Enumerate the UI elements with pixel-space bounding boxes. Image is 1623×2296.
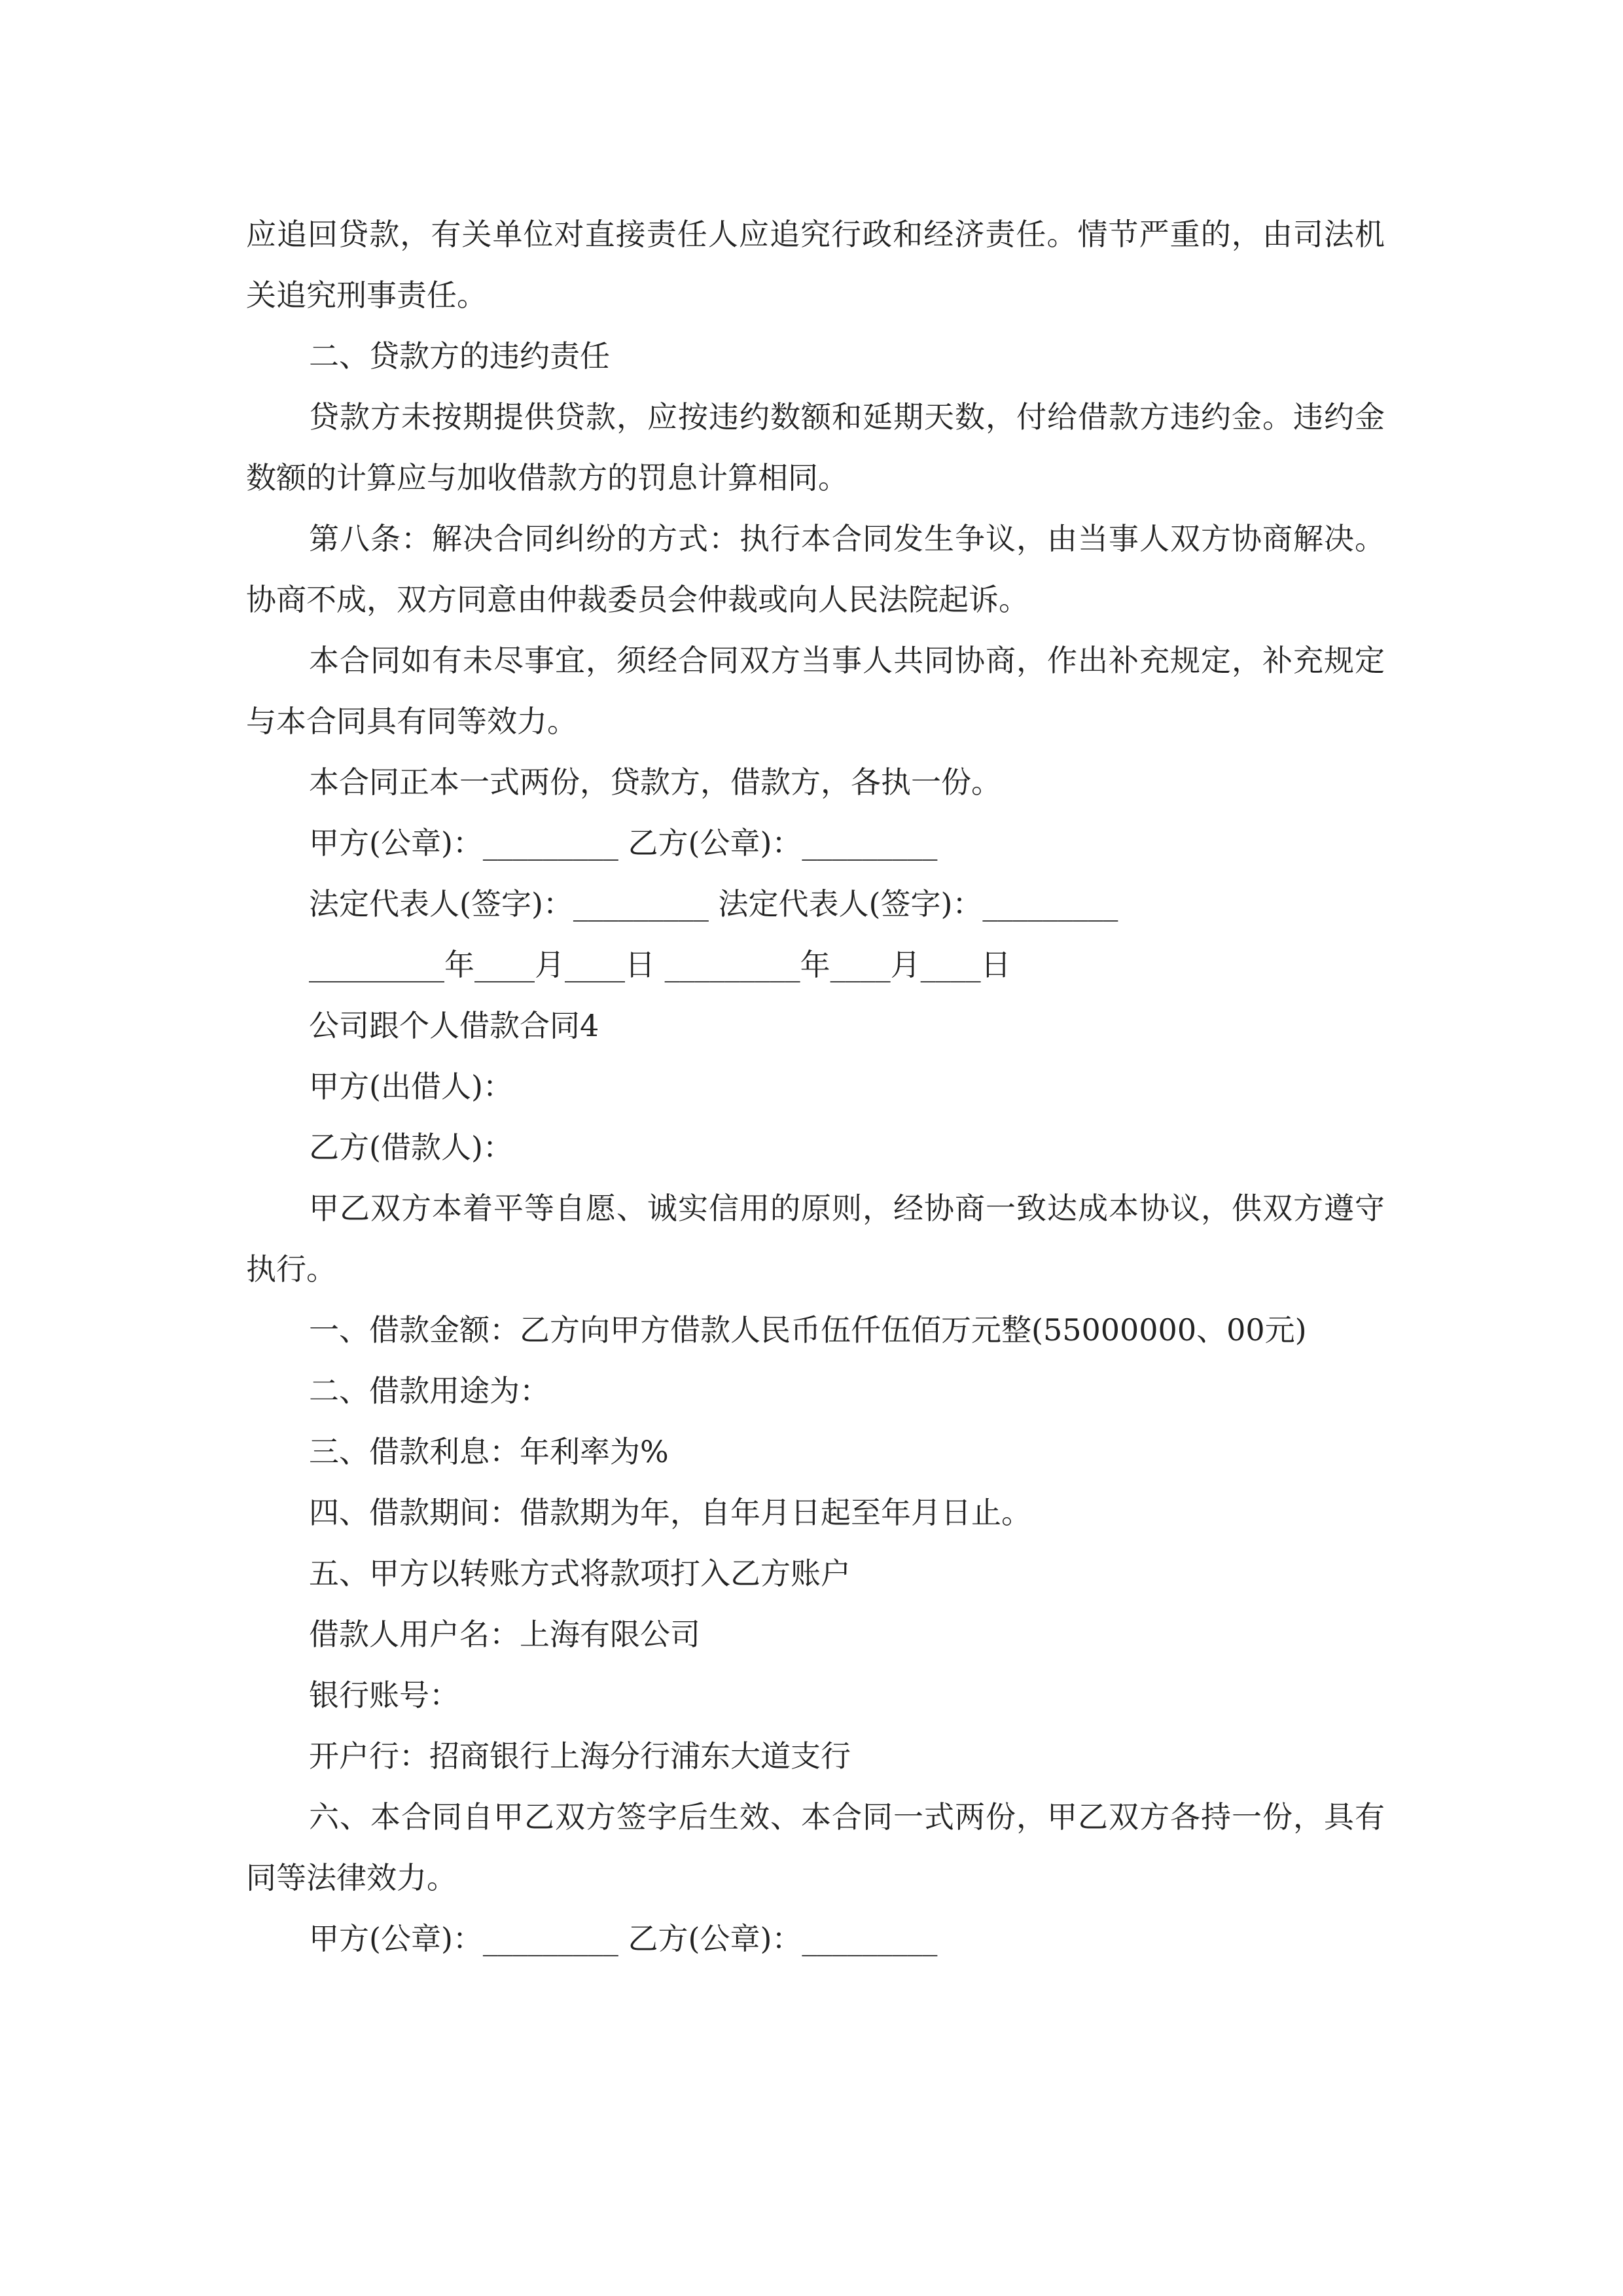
paragraph-copies: 本合同正本一式两份，贷款方，借款方，各执一份。 — [309, 764, 1001, 800]
contract4-item-interest: 三、借款利息：年利率为% — [309, 1434, 669, 1469]
contract4-item-bank: 开户行：招商银行上海分行浦东大道支行 — [309, 1738, 851, 1774]
contract4-item-account-number: 银行账号： — [309, 1677, 459, 1713]
contract4-item-purpose: 二、借款用途为： — [309, 1373, 550, 1408]
signature-dates-1: _________年____月____日 _________年____月____日 — [309, 947, 1011, 982]
contract4-item-amount: 一、借款金额：乙方向甲方借款人民币伍仟伍佰万元整(55000000、00元) — [309, 1312, 1307, 1348]
paragraph-lender-penalty: 贷款方未按期提供贷款，应按违约数额和延期天数，付给借款方违约金。违约金数额的计算应与加收借款方的罚息计算相同。 — [246, 399, 1385, 495]
signature-seals-1: 甲方(公章)：_________ 乙方(公章)：_________ — [309, 825, 938, 861]
contract4-item-account-name: 借款人用户名：上海有限公司 — [309, 1617, 700, 1652]
contract4-preamble: 甲乙双方本着平等自愿、诚实信用的原则，经协商一致达成本协议，供双方遵守执行。 — [246, 1191, 1385, 1287]
signature-seals-2: 甲方(公章)：_________ 乙方(公章)：_________ — [309, 1921, 938, 1956]
paragraph-supplementary: 本合同如有未尽事宜，须经合同双方当事人共同协商，作出补充规定，补充规定与本合同具有同等效力。 — [246, 643, 1385, 739]
document-body — [246, 204, 1385, 1969]
paragraph-liability-continued: 应追回贷款，有关单位对直接责任人应追究行政和经济责任。情节严重的，由司法机关追究刑事责任。 — [246, 217, 1385, 313]
contract4-party-b: 乙方(借款人)： — [309, 1130, 513, 1165]
contract4-party-a: 甲方(出借人)： — [309, 1069, 513, 1104]
contract4-item-transfer: 五、甲方以转账方式将款项打入乙方账户 — [309, 1556, 851, 1591]
contract4-item-period: 四、借款期间：借款期为年，自年月日起至年月日止。 — [309, 1495, 1031, 1530]
contract4-item-effect: 六、本合同自甲乙双方签字后生效、本合同一式两份，甲乙双方各持一份，具有同等法律效力。 — [246, 1799, 1385, 1895]
paragraph-article-eight: 第八条：解决合同纠纷的方式：执行本合同发生争议，由当事人双方协商解决。协商不成，双方同意由仲裁委员会仲裁或向人民法院起诉。 — [246, 521, 1385, 617]
signature-representatives-1: 法定代表人(签字)：_________ 法定代表人(签字)：_________ — [309, 886, 1118, 922]
contract4-title: 公司跟个人借款合同4 — [309, 1008, 599, 1043]
heading-lender-liability: 二、贷款方的违约责任 — [309, 338, 610, 374]
